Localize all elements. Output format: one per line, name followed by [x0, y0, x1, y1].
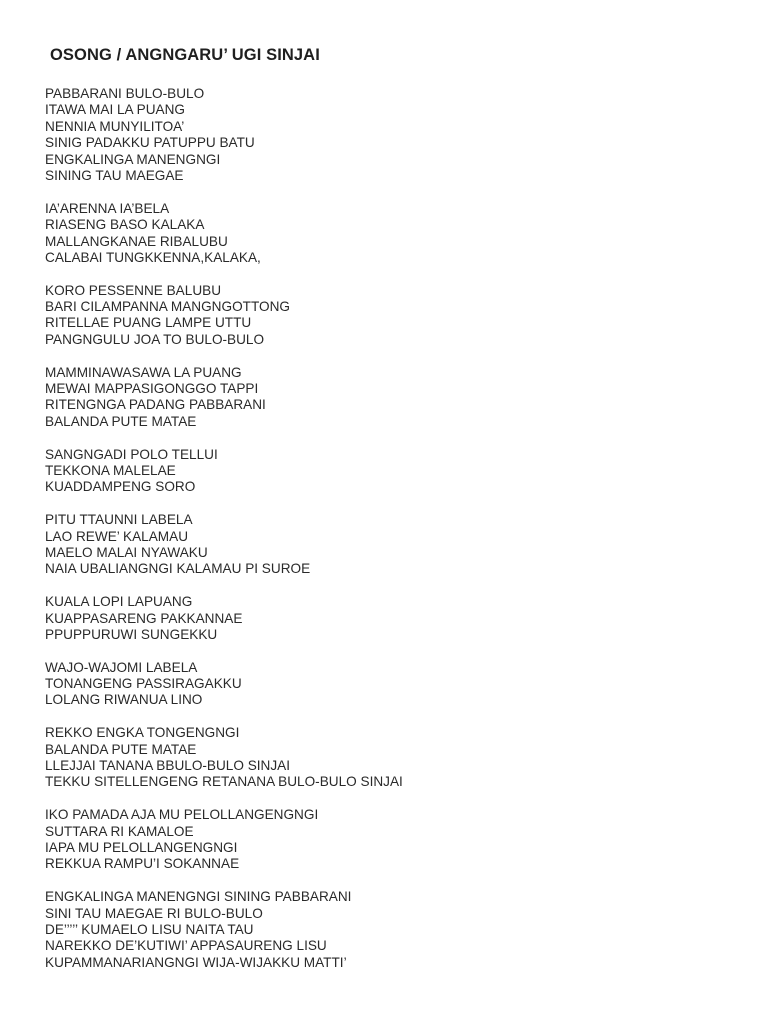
stanza-11: [45, 889, 745, 971]
lyric-line: TONANGENG PASSIRAGAKKU: [45, 676, 242, 692]
lyric-line: NENNIA MUNYILITOA’: [45, 118, 185, 134]
lyric-line: SINI TAU MAEGAE RI BULO-BULO: [45, 905, 263, 921]
lyric-line: IKO PAMADA AJA MU PELOLLANGENGNGI: [45, 807, 319, 823]
lyric-line: TEKKONA MALELAE: [45, 462, 176, 478]
lyric-line: MAELO MALAI NYAWAKU: [45, 544, 208, 560]
stanza-1: [45, 86, 745, 184]
lyric-line: PABBARANI BULO-BULO: [45, 86, 205, 101]
stanza-2: [45, 201, 745, 267]
stanza-8: [45, 660, 745, 709]
stanza-7: [45, 594, 745, 643]
lyric-line: LOLANG RIWANUA LINO: [45, 692, 203, 708]
lyric-line: NAIA UBALIANGNGI KALAMAU PI SUROE: [45, 561, 311, 577]
stanza-4: [45, 365, 745, 431]
lyric-line: KUAPPASARENG PAKKANNAE: [45, 610, 243, 626]
lyric-line: KUADDAMPENG SORO: [45, 479, 196, 495]
lyric-line: RIASENG BASO KALAKA: [45, 217, 205, 233]
lyric-line: SINIG PADAKKU PATUPPU BATU: [45, 135, 255, 151]
lyric-line: BALANDA PUTE MATAE: [45, 741, 197, 757]
stanza-5: [45, 447, 745, 496]
lyric-line: MALLANGKANAE RIBALUBU: [45, 233, 228, 249]
lyric-line: WAJO-WAJOMI LABELA: [45, 659, 198, 675]
lyric-line: BARI CILAMPANNA MANGNGOTTONG: [45, 299, 290, 315]
lyric-line: REKKUA RAMPU’I SOKANNAE: [45, 856, 240, 872]
stanza-6: [45, 512, 745, 578]
lyric-line: ITAWA MAI LA PUANG: [45, 102, 185, 118]
lyric-line: PANGNGULU JOA TO BULO-BULO: [45, 331, 265, 347]
lyric-line: BALANDA PUTE MATAE: [45, 413, 197, 429]
lyric-line: IA’ARENNA IA’BELA: [45, 200, 170, 216]
lyric-line: MEWAI MAPPASIGONGGO TAPPI: [45, 381, 259, 397]
lyric-line: SANGNGADI POLO TELLUI: [45, 446, 218, 462]
lyric-line: NAREKKO DE’KUTIWI’ APPASAURENG LISU: [45, 938, 327, 954]
lyric-line: TEKKU SITELLENGENG RETANANA BULO-BULO SINJAI: [45, 774, 403, 790]
lyric-line: SUTTARA RI KAMALOE: [45, 823, 194, 839]
lyric-line: MAMMINAWASAWA LA PUANG: [45, 364, 242, 380]
page-title: OSONG / ANGNGARU’ UGI SINJAI: [50, 46, 320, 64]
lyrics-body: [45, 86, 745, 987]
stanza-3: [45, 283, 745, 349]
stanza-9: [45, 725, 745, 791]
lyric-line: ENGKALINGA MANENGNGI: [45, 151, 221, 167]
lyric-line: LAO REWE’ KALAMAU: [45, 528, 189, 544]
lyric-line: DE’’’’’ KUMAELO LISU NAITA TAU: [45, 921, 254, 937]
lyric-line: CALABAI TUNGKKENNA,KALAKA,: [45, 249, 261, 265]
lyric-line: SINING TAU MAEGAE: [45, 167, 184, 183]
lyric-line: LLEJJAI TANANA BBULO-BULO SINJAI: [45, 758, 291, 774]
lyric-line: REKKO ENGKA TONGENGNGI: [45, 725, 240, 741]
lyric-line: ENGKALINGA MANENGNGI SINING PABBARANI: [45, 889, 352, 905]
lyric-line: PPUPPURUWI SUNGEKKU: [45, 626, 218, 642]
lyric-line: KORO PESSENNE BALUBU: [45, 282, 222, 298]
lyric-line: RITELLAE PUANG LAMPE UTTU: [45, 315, 252, 331]
lyric-line: KUPAMMANARIANGNGI WIJA-WIJAKKU MATTI’: [45, 954, 347, 970]
lyric-line: KUALA LOPI LAPUANG: [45, 594, 193, 610]
stanza-10: [45, 807, 745, 873]
lyric-line: RITENGNGA PADANG PABBARANI: [45, 397, 266, 413]
lyric-line: PITU TTAUNNI LABELA: [45, 512, 193, 528]
lyric-line: IAPA MU PELOLLANGENGNGI: [45, 839, 238, 855]
